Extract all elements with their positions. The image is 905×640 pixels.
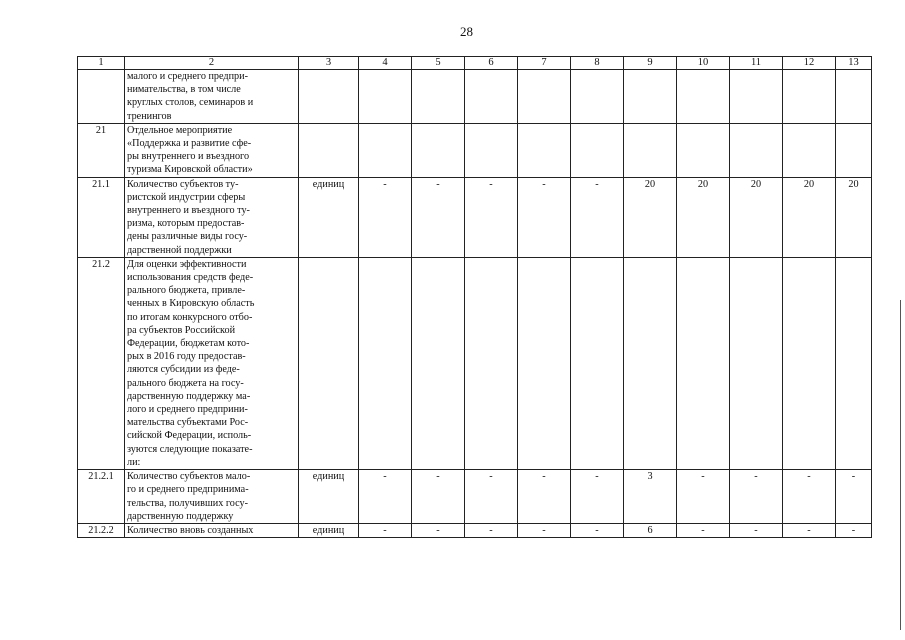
- value-cell: -: [465, 523, 518, 537]
- row-description: Отдельное мероприятие «Поддержка и развитие сфе- ры внутреннего и въездного туризма Кировской области»: [125, 123, 299, 177]
- value-cell: [465, 123, 518, 177]
- value-cell: -: [571, 177, 624, 257]
- value-cell: [359, 123, 412, 177]
- value-cell: 6: [624, 523, 677, 537]
- column-header: 4: [359, 57, 412, 70]
- value-cell: -: [359, 177, 412, 257]
- row-number: 21: [78, 123, 125, 177]
- value-cell: -: [412, 177, 465, 257]
- margin-line: [900, 300, 901, 630]
- column-header: 6: [465, 57, 518, 70]
- value-cell: [571, 123, 624, 177]
- row-description: малого и среднего предпри- нимательства, в том числе круглых столов, семинаров и тренингов: [125, 70, 299, 124]
- value-cell: [359, 70, 412, 124]
- value-cell: -: [359, 523, 412, 537]
- value-cell: -: [571, 470, 624, 524]
- row-description: Количество вновь созданных: [125, 523, 299, 537]
- row-number: [78, 70, 125, 124]
- value-cell: -: [730, 523, 783, 537]
- value-cell: -: [783, 523, 836, 537]
- column-header: 3: [299, 57, 359, 70]
- column-header: 1: [78, 57, 125, 70]
- row-number: 21.2.2: [78, 523, 125, 537]
- table-row: [78, 70, 872, 124]
- row-description: Количество субъектов мало- го и среднего предпринима- тельства, получивших госу- дарственную поддержку: [125, 470, 299, 524]
- table-row: [78, 470, 872, 524]
- column-header: 10: [677, 57, 730, 70]
- row-unit: единиц: [299, 177, 359, 257]
- value-cell: [518, 257, 571, 469]
- value-cell: -: [412, 470, 465, 524]
- row-number: 21.2.1: [78, 470, 125, 524]
- row-unit: единиц: [299, 523, 359, 537]
- value-cell: [518, 123, 571, 177]
- row-description: Для оценки эффективности использования средств феде- рального бюджета, привле- ченных в Кировскую область по итогам конкурсного отбо- ра субъектов Российской Федерации, бюджетам кото- рых в 2016 году предостав- ляются субсидии из феде- рального бюджета на госу- дарственную поддержку ма- лого и среднего предприни- мательства субъектами Рос- сийской Федерации, исполь- зуются следующие показате- ли:: [125, 257, 299, 469]
- table-row: [78, 177, 872, 257]
- value-cell: [571, 70, 624, 124]
- value-cell: -: [836, 470, 872, 524]
- value-cell: -: [677, 523, 730, 537]
- value-cell: [518, 70, 571, 124]
- row-unit: [299, 257, 359, 469]
- value-cell: -: [465, 470, 518, 524]
- value-cell: [571, 257, 624, 469]
- value-cell: [677, 123, 730, 177]
- value-cell: [730, 70, 783, 124]
- value-cell: -: [677, 470, 730, 524]
- value-cell: [730, 123, 783, 177]
- value-cell: -: [412, 523, 465, 537]
- value-cell: -: [518, 177, 571, 257]
- value-cell: [783, 123, 836, 177]
- value-cell: -: [730, 470, 783, 524]
- value-cell: [677, 257, 730, 469]
- value-cell: -: [465, 177, 518, 257]
- value-cell: [836, 123, 872, 177]
- value-cell: [783, 257, 836, 469]
- column-header: 2: [125, 57, 299, 70]
- value-cell: [836, 70, 872, 124]
- value-cell: -: [836, 523, 872, 537]
- value-cell: [624, 123, 677, 177]
- value-cell: 20: [836, 177, 872, 257]
- column-header: 8: [571, 57, 624, 70]
- value-cell: 20: [624, 177, 677, 257]
- value-cell: [465, 257, 518, 469]
- value-cell: 20: [677, 177, 730, 257]
- indicator-table: [77, 56, 872, 538]
- value-cell: [624, 70, 677, 124]
- value-cell: [677, 70, 730, 124]
- value-cell: 20: [783, 177, 836, 257]
- value-cell: -: [518, 470, 571, 524]
- page-number: 28: [460, 24, 473, 39]
- value-cell: -: [783, 470, 836, 524]
- value-cell: -: [518, 523, 571, 537]
- column-header-row: [78, 57, 872, 70]
- value-cell: -: [359, 470, 412, 524]
- value-cell: [836, 257, 872, 469]
- value-cell: [465, 70, 518, 124]
- value-cell: [783, 70, 836, 124]
- row-description: Количество субъектов ту- ристской индустрии сферы внутреннего и въездного ту- ризма, которым предостав- дены различные виды госу- дарственной поддержки: [125, 177, 299, 257]
- table-row: [78, 123, 872, 177]
- row-unit: [299, 123, 359, 177]
- value-cell: [412, 70, 465, 124]
- column-header: 7: [518, 57, 571, 70]
- value-cell: 20: [730, 177, 783, 257]
- row-number: 21.2: [78, 257, 125, 469]
- value-cell: [412, 123, 465, 177]
- row-number: 21.1: [78, 177, 125, 257]
- column-header: 12: [783, 57, 836, 70]
- row-unit: единиц: [299, 470, 359, 524]
- column-header: 11: [730, 57, 783, 70]
- value-cell: 3: [624, 470, 677, 524]
- table-row: [78, 523, 872, 537]
- row-unit: [299, 70, 359, 124]
- value-cell: [412, 257, 465, 469]
- column-header: 5: [412, 57, 465, 70]
- table-row: [78, 257, 872, 469]
- value-cell: [624, 257, 677, 469]
- value-cell: [359, 257, 412, 469]
- column-header: 9: [624, 57, 677, 70]
- value-cell: -: [571, 523, 624, 537]
- value-cell: [730, 257, 783, 469]
- column-header: 13: [836, 57, 872, 70]
